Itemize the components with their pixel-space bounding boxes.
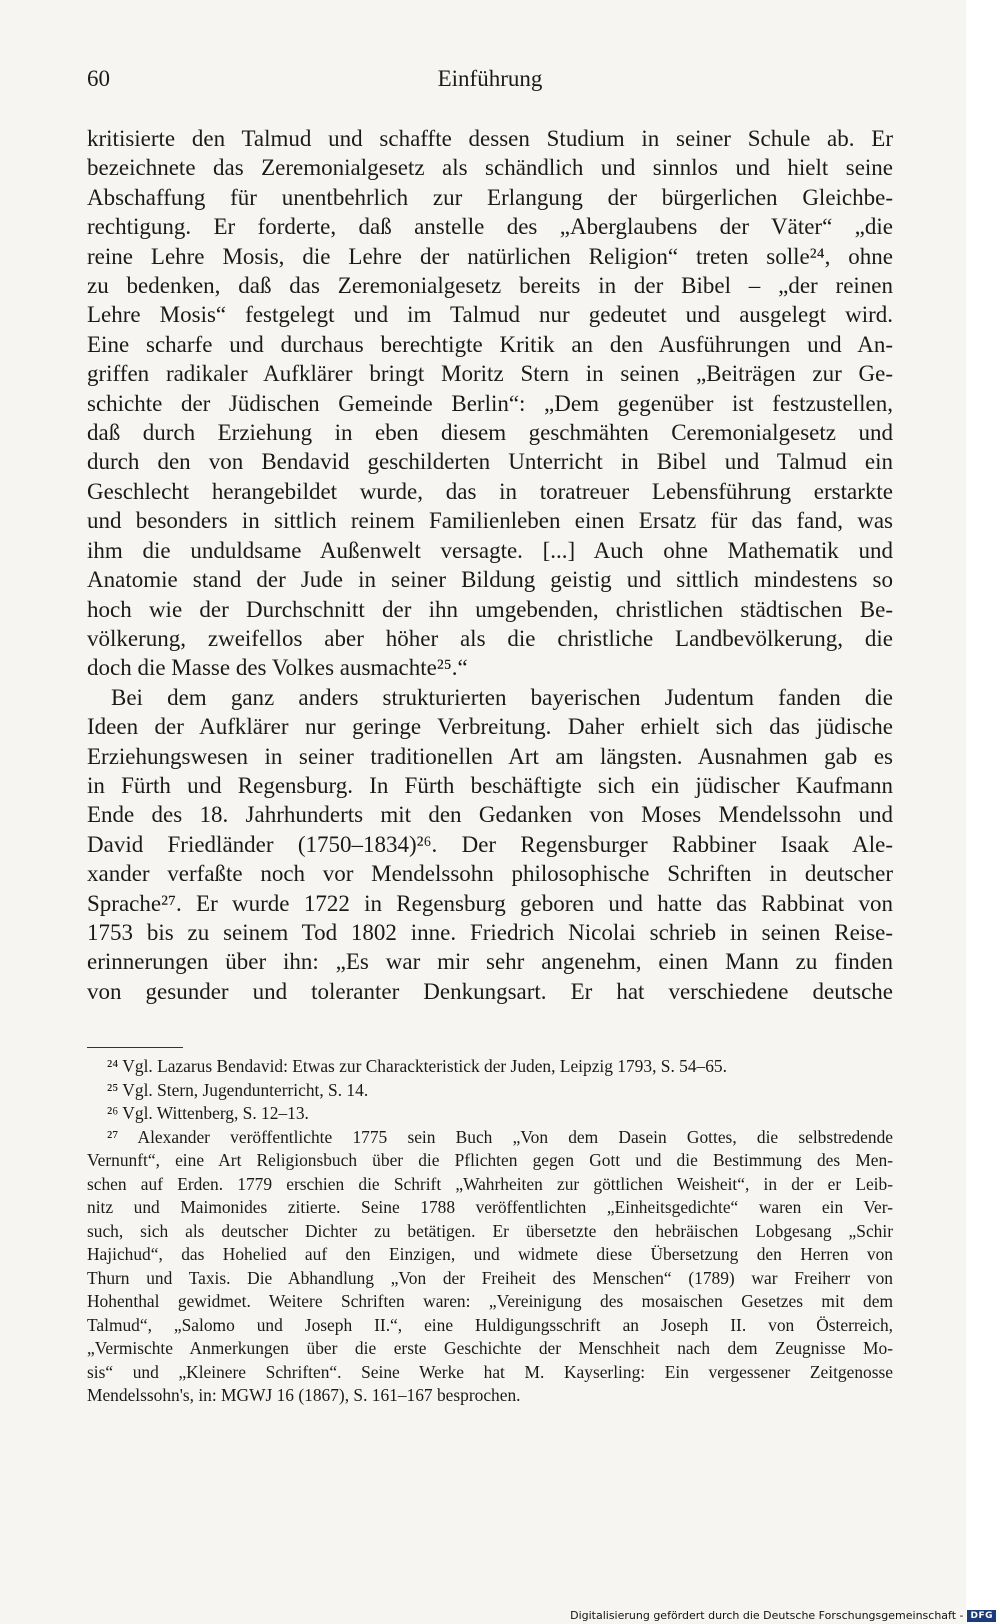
footnote-25: ²⁵ Vgl. Stern, Jugendunterricht, S. 14.: [107, 1079, 369, 1100]
text-line: daß durch Erziehung in eben diesem geschmähten Ceremonialgesetz und: [87, 420, 893, 446]
text-line: hoch wie der Durchschnitt der ihn umgebenden, christlichen städtischen Be-: [87, 596, 893, 622]
text-line: in Fürth und Regensburg. In Fürth beschäftigte sich ein jüdischer Kaufmann: [87, 772, 893, 798]
text-line: Abschaffung für unentbehrlich zur Erlangung der bürgerlichen Gleichbe-: [87, 184, 893, 210]
text-line: bezeichnete das Zeremonialgesetz als schändlich und sinnlos und hielt seine: [87, 155, 893, 181]
footnote-line: Mendelssohn's, in: MGWJ 16 (1867), S. 161–167 besprochen.: [87, 1385, 521, 1405]
footnote-line: nitz und Maimonides zitierte. Seine 1788 veröffentlichten „Einheitsgedichte“ waren ein Ver-: [87, 1197, 893, 1217]
text-line: durch den von Bendavid geschilderten Unterricht in Bibel und Talmud ein: [87, 449, 893, 475]
footnote-27: ²⁷ Alexander veröffentlichte 1775 sein Buch „Von dem Dasein Gottes, die selbstredende: [107, 1126, 893, 1147]
footnote-line: sis“ und „Kleinere Schriften“. Seine Werke hat M. Kayserling: Ein vergessener Zeitgenosse: [87, 1361, 893, 1382]
text-line: griffen radikaler Aufklärer bringt Moritz Stern in seinen „Beiträgen zur Ge-: [87, 361, 893, 387]
footnote-26: ²⁶ Vgl. Wittenberg, S. 12–13.: [107, 1103, 309, 1123]
footnote-line: Hohenthal gewidmet. Weitere Schriften waren: „Vereinigung des mosaischen Gesetzes mit dem: [87, 1291, 893, 1311]
footnotes: [87, 1055, 893, 1408]
text-line: Geschlecht herangebildet wurde, das in toratreuer Lebensführung erstarkte: [87, 478, 893, 504]
banner-text: Digitalisierung gefördert durch die Deutsche Forschungsgemeinschaft -: [570, 1609, 964, 1622]
footnote-line: Vernunft“, eine Art Religionsbuch über die Pflichten gegen Gott und die Bestimmung des Men-: [87, 1150, 893, 1170]
page-header: [87, 66, 893, 98]
footnote-line: Thurn und Taxis. Die Abhandlung „Von der Freiheit des Menschen“ (1789) war Freiherr von: [87, 1267, 893, 1288]
text-line: von gesunder und toleranter Denkungsart. Er hat verschiedene deutsche: [87, 978, 893, 1004]
footnote-rule: [87, 1047, 183, 1048]
text-line: und besonders in sittlich reinem Familienleben einen Ersatz für das fand, was: [87, 508, 893, 534]
body-text: [87, 124, 893, 1006]
scan-edge: [966, 0, 1000, 1624]
text-line: erinnerungen über ihn: „Es war mir sehr angenehm, einen Mann zu finden: [87, 949, 893, 975]
text-line: Lehre Mosis“ festgelegt und im Talmud nur gedeutet und ausgelegt wird.: [87, 302, 893, 328]
text-line: Ende des 18. Jahrhunderts mit den Gedanken von Moses Mendelssohn und: [87, 802, 893, 828]
text-line: zu bedenken, daß das Zeremonialgesetz bereits in der Bibel – „der reinen: [87, 273, 893, 299]
footnote-line: Hajichud“, das Hohelied auf den Einzigen, und widmete diese Übersetzung den Herren von: [87, 1244, 893, 1264]
footnote-line: such, sich als deutscher Dichter zu betätigen. Er übersetzte den hebräischen Lobgesang „Schir: [87, 1220, 893, 1241]
text-line: doch die Masse des Volkes ausmachte²⁵.“: [87, 655, 468, 681]
footnote-24: ²⁴ Vgl. Lazarus Bendavid: Etwas zur Charackteristick der Juden, Leipzig 1793, S. 54–65.: [107, 1056, 727, 1076]
text-line: rechtigung. Er forderte, daß anstelle des „Aberglaubens der Väter“ „die: [87, 214, 893, 240]
text-line: Erziehungswesen in seiner traditionellen Art am längsten. Ausnahmen gab es: [87, 743, 893, 769]
text-line: David Friedländer (1750–1834)²⁶. Der Regensburger Rabbiner Isaak Ale-: [87, 831, 893, 857]
text-line: schichte der Jüdischen Gemeinde Berlin“: „Dem gegenüber ist festzustellen,: [87, 390, 893, 416]
text-line: reine Lehre Mosis, die Lehre der natürlichen Religion“ treten solle²⁴, ohne: [87, 243, 893, 269]
text-line: xander verfaßte noch vor Mendelssohn philosophische Schriften in deutscher: [87, 861, 893, 887]
text-line: völkerung, zweifellos aber höher als die christliche Landbevölkerung, die: [87, 625, 893, 651]
text-line: Anatomie stand der Jude in seiner Bildung geistig und sittlich mindestens so: [87, 567, 893, 593]
text-line: 1753 bis zu seinem Tod 1802 inne. Friedrich Nicolai schrieb in seinen Reise-: [87, 919, 893, 945]
footnote-line: „Vermischte Anmerkungen über die erste Geschichte der Menschheit nach dem Zeugnisse Mo-: [87, 1338, 893, 1358]
text-line: Sprache²⁷. Er wurde 1722 in Regensburg geboren und hatte das Rabbinat von: [87, 890, 893, 916]
footnote-line: schen auf Erden. 1779 erschien die Schrift „Wahrheiten zur göttlichen Weisheit“, in der er Leib-: [87, 1173, 893, 1194]
running-head: Einführung: [437, 66, 543, 91]
text-line: Ideen der Aufklärer nur geringe Verbreitung. Daher erhielt sich das jüdische: [87, 714, 893, 740]
text-line: kritisierte den Talmud und schaffte dessen Studium in seiner Schule ab. Er: [87, 126, 893, 151]
page-number: 60: [87, 66, 110, 91]
footnote-line: Talmud“, „Salomo und Joseph II.“, eine Huldigungsschrift an Joseph II. von Österreich,: [87, 1314, 893, 1335]
digitization-banner: [570, 1609, 996, 1622]
text-line: ihm die unduldsame Außenwelt versagte. [...] Auch ohne Mathematik und: [87, 537, 893, 563]
text-line: Bei dem ganz anders strukturierten bayerischen Judentum fanden die: [111, 684, 893, 710]
dfg-logo-icon: DFG: [967, 1610, 996, 1622]
text-line: Eine scharfe und durchaus berechtigte Kritik an den Ausführungen und An-: [87, 331, 893, 357]
